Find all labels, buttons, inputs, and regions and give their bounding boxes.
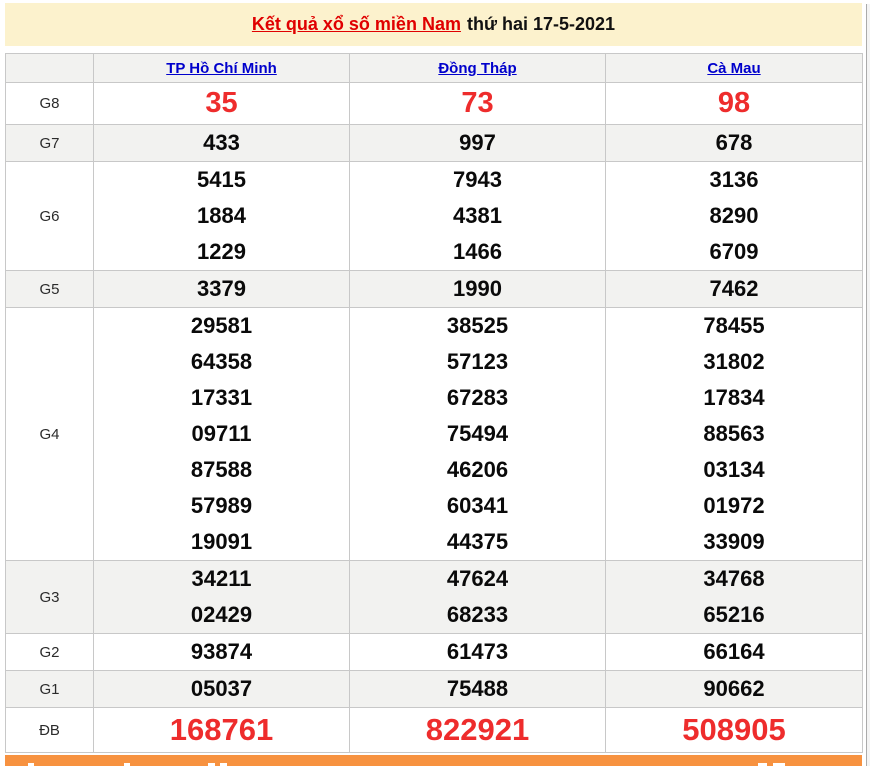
prize-number: 8290 bbox=[709, 203, 759, 228]
prize-row-g4 bbox=[6, 308, 863, 561]
prize-number: 03134 bbox=[703, 457, 765, 482]
prize-number: 47624 bbox=[446, 566, 509, 591]
title-date-text: thứ hai 17-5-2021 bbox=[466, 14, 616, 34]
prize-number: 33909 bbox=[703, 529, 765, 554]
prize-row-g7 bbox=[6, 125, 863, 162]
prize-number: 35 bbox=[205, 87, 238, 119]
prize-number: 66164 bbox=[703, 639, 765, 664]
prize-number: 57989 bbox=[190, 493, 253, 518]
prize-number: 02429 bbox=[190, 602, 253, 627]
prize-row-g2 bbox=[6, 634, 863, 671]
prize-label: G8 bbox=[6, 83, 94, 125]
prize-number: 67283 bbox=[446, 385, 509, 410]
province-link-dongthap[interactable]: Đồng Tháp bbox=[438, 59, 517, 77]
prize-number: 64358 bbox=[190, 349, 253, 374]
prize-number: 17834 bbox=[703, 385, 765, 410]
prize-number: 1229 bbox=[197, 239, 246, 264]
prize-label: G5 bbox=[6, 271, 94, 308]
prize-number: 1990 bbox=[453, 276, 502, 301]
prize-number: 98 bbox=[717, 87, 751, 119]
prize-number: 87588 bbox=[190, 457, 253, 482]
page-title-bar bbox=[5, 3, 862, 46]
prize-number: 508905 bbox=[682, 712, 786, 747]
prize-number: 05037 bbox=[190, 676, 253, 701]
table-header-row bbox=[6, 54, 863, 83]
prize-number: 7943 bbox=[453, 167, 502, 192]
prize-number: 31802 bbox=[703, 349, 765, 374]
title-link[interactable]: Kết quả xổ số miền Nam bbox=[251, 14, 461, 34]
prize-row-g3 bbox=[6, 561, 863, 634]
prize-row-g5 bbox=[6, 271, 863, 308]
prize-number: 1884 bbox=[197, 203, 246, 228]
prize-row-db bbox=[6, 708, 863, 753]
prize-number: 4381 bbox=[453, 203, 502, 228]
province-link-tphcm[interactable]: TP Hồ Chí Minh bbox=[166, 59, 277, 77]
prize-label: G4 bbox=[6, 308, 94, 561]
prize-number: 75494 bbox=[446, 421, 509, 446]
province-header-dongthap bbox=[350, 54, 606, 83]
prize-number: 78455 bbox=[703, 313, 765, 338]
prize-number: 34768 bbox=[703, 566, 765, 591]
province-header-tphcm bbox=[94, 54, 350, 83]
prize-number: 29581 bbox=[190, 313, 253, 338]
bottom-orange-bar bbox=[5, 755, 862, 766]
prize-label: ĐB bbox=[6, 708, 94, 753]
prize-label: G6 bbox=[6, 162, 94, 271]
prize-number: 90662 bbox=[703, 676, 765, 701]
prize-number: 3136 bbox=[709, 167, 759, 192]
prize-label: G7 bbox=[6, 125, 94, 162]
prize-number: 93874 bbox=[190, 639, 253, 664]
prize-number: 46206 bbox=[446, 457, 509, 482]
prize-number: 997 bbox=[459, 130, 496, 155]
right-edge-line bbox=[866, 4, 867, 766]
prize-number: 09711 bbox=[191, 421, 252, 446]
prize-number: 19091 bbox=[190, 529, 253, 554]
prize-number: 168761 bbox=[169, 712, 274, 747]
prize-row-g6 bbox=[6, 162, 863, 271]
prize-column-header bbox=[6, 54, 94, 83]
prize-number: 01972 bbox=[703, 493, 765, 518]
prize-number: 433 bbox=[203, 130, 240, 155]
province-header-camau bbox=[606, 54, 863, 83]
prize-number: 88563 bbox=[703, 421, 765, 446]
prize-number: 5415 bbox=[197, 167, 246, 192]
prize-number: 57123 bbox=[446, 349, 509, 374]
prize-number: 44375 bbox=[446, 529, 509, 554]
prize-label: G2 bbox=[6, 634, 94, 671]
prize-label: G1 bbox=[6, 671, 94, 708]
prize-number: 6709 bbox=[709, 239, 759, 264]
prize-number: 73 bbox=[461, 87, 494, 119]
prize-number: 60341 bbox=[446, 493, 509, 518]
prize-row-g1 bbox=[6, 671, 863, 708]
prize-number: 822921 bbox=[425, 712, 530, 747]
prize-number: 68233 bbox=[446, 602, 509, 627]
prize-number: 17331 bbox=[190, 385, 253, 410]
prize-number: 678 bbox=[715, 130, 753, 155]
prize-number: 1466 bbox=[453, 239, 502, 264]
prize-number: 34211 bbox=[191, 566, 252, 591]
prize-number: 75488 bbox=[446, 676, 509, 701]
prize-number: 65216 bbox=[703, 602, 765, 627]
prize-number: 38525 bbox=[446, 313, 509, 338]
prize-number: 61473 bbox=[446, 639, 509, 664]
results-table bbox=[5, 53, 863, 753]
prize-row-g8 bbox=[6, 83, 863, 125]
prize-number: 7462 bbox=[709, 276, 759, 301]
prize-number: 3379 bbox=[197, 276, 246, 301]
prize-label: G3 bbox=[6, 561, 94, 634]
province-link-camau[interactable]: Cà Mau bbox=[707, 59, 761, 77]
